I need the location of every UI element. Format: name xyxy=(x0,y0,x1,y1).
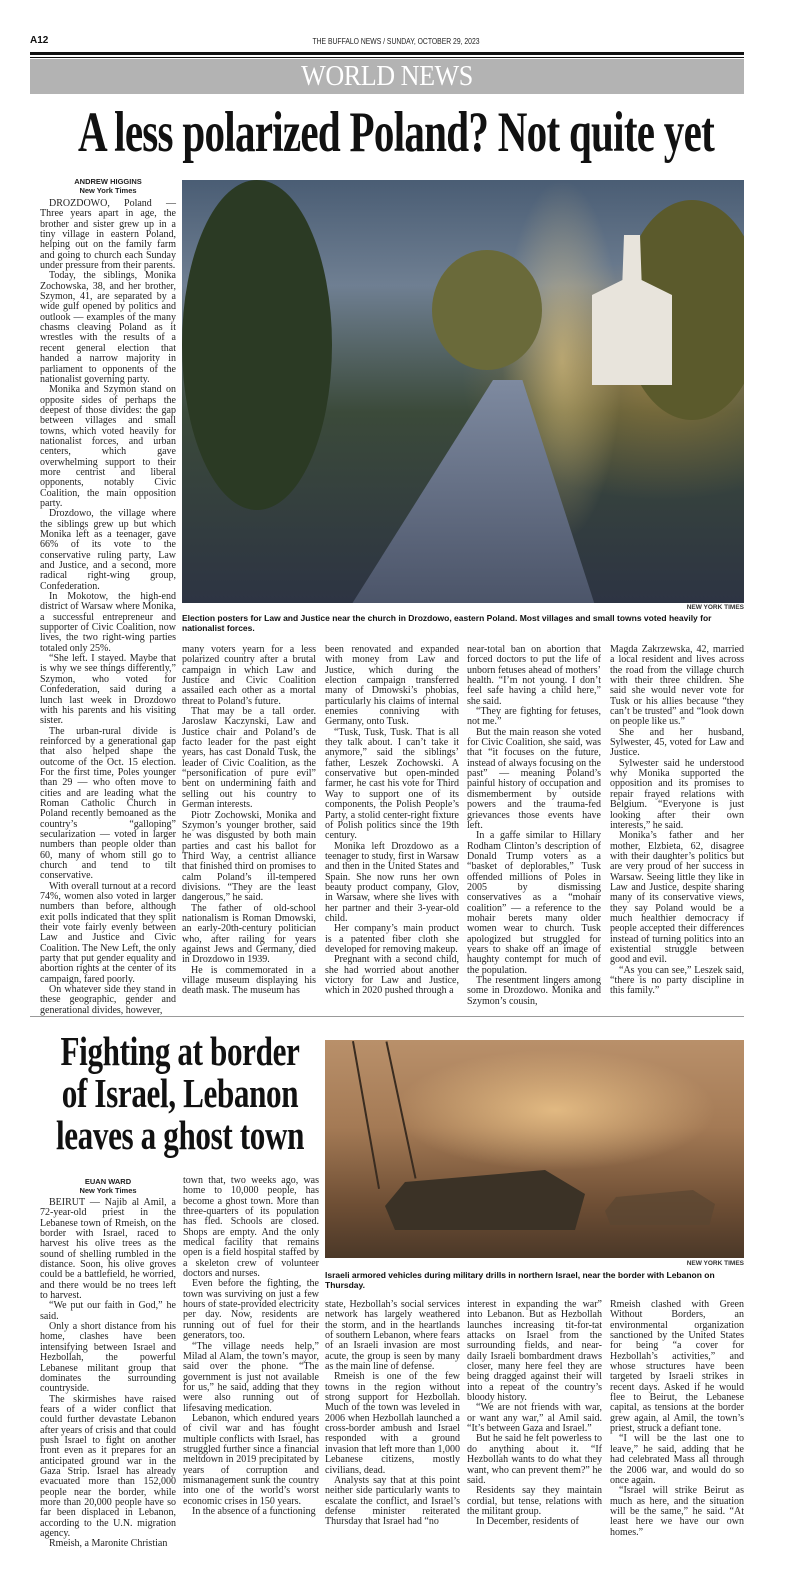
paragraph: “We put our faith in God,” he said. xyxy=(40,1300,176,1322)
paragraph: Magda Zakrzewska, 42, married a local resident and lives across the road from the village church with their three children. She said she would never vote for Tusk or his allies because “they can’t be trusted” and “look down on people like us.” xyxy=(610,644,744,728)
paragraph: Drozdowo, the village where the siblings grew up but which Monika left as a teenager, gave 66% of its vote to the conservative ruling party, Law and Justice, and a second, more radical right-wing group, Confederation. xyxy=(40,508,176,592)
headline-line: of Israel, Lebanon xyxy=(61,1070,299,1116)
paragraph: In Mokotow, the high-end district of Warsaw where Monika, a successful entrepreneur and supporter of Civic Coalition, now lives, the two right-wing parties totaled only 25%. xyxy=(40,591,176,654)
article2-byline xyxy=(40,1177,176,1195)
paragraph: The father of old-school nationalism is Roman Dmowski, an early-20th-century politician who, after railing for years against Jews and Germany, died in Drozdowo in 1939. xyxy=(182,902,316,966)
paragraph: Sylwester said he understood why Monika supported the opposition and its promises to repair frayed relations with Belgium. “Everyone is just looking after their own interests,” he said. xyxy=(610,757,744,831)
paragraph: “Tusk, Tusk, Tusk. That is all they talk about. I can’t take it anymore,” said the siblings’ father, Leszek Zochowski. A conservative but open-minded farmer, he cast his vote for Third Way to support one of its components, the Polish People’s Party, a stolid center-right fixture of Polish politics since the 19th century. xyxy=(325,726,459,842)
paragraph: The urban-rural divide is reinforced by a generational gap that also helped shape the outcome of the Oct. 15 election. For the first time, Poles younger than 29 — who often move to cities and are leading what the Roman Catholic Church in Poland recently bemoaned as the country’s “galloping” secularization — voted in larger numbers than people older than 60, many of whom still go to church and tend to tilt conservative. xyxy=(40,725,176,882)
paragraph: many voters yearn for a less polarized country after a brutal campaign in which Law and Justice and Civic Coalition assailed each other as a mortal threat to Poland’s future. xyxy=(182,644,316,707)
paragraph: Today, the siblings, Monika Zochowska, 38, and her brother, Szymon, 41, are separated by a wide gulf opened by politics and outlook — examples of the many chasms cleaving Poland as it wrestles with the results of a recent general election that handed a narrow majority in parliament to opponents of the nationalist governing party. xyxy=(40,270,176,385)
article1-caption: Election posters for Law and Justice near the church in Drozdowo, eastern Poland. Most villages and small towns voted heavily for nationalist forces. xyxy=(182,613,712,633)
paragraph: DROZDOWO, Poland — Three years apart in age, the brother and sister grew up in a tiny village in eastern Poland, helping out on the family farm and going to church each Sunday under pressure from their parents. xyxy=(40,198,176,272)
paragraph: The skirmishes have raised fears of a wider conflict that could further devastate Lebanon after years of crisis and that could push Israel to fight on another front even as it prepares for an anticipated ground war in the Gaza Strip. Israel has already evacuated more than 152,000 people near the border, while more than 20,000 people have so far been displaced in Lebanon, according to the U.N. migration agency. xyxy=(40,1393,176,1539)
paragraph: With overall turnout at a record 74%, women also voted in larger numbers than before, although exit polls indicated that they split their vote fairly evenly between Law and Justice and Civic Coalition. The New Left, the only party that put gender equality and abortion rights at the center of its campaign, fared poorly. xyxy=(40,880,176,985)
paragraph: In the absence of a functioning xyxy=(192,1506,316,1517)
paragraph: On whatever side they stand in these geographic, gender and generational divides, however, xyxy=(40,984,176,1016)
paragraph: Monika’s father and her mother, Elzbieta, 62, disagree with their daughter’s politics but are very proud of her success in Warsaw. Seeing little they like in Law and Justice, despite sharing many of its conservative views, they say Poland would be a much healthier democracy if people accepted their differences instead of turning politics into an existential struggle between good and evil. xyxy=(610,830,744,966)
article2-column-5 xyxy=(610,1300,744,1538)
paragraph: Monika and Szymon stand on opposite sides of perhaps the deepest of those divides: the gap between villages and small towns, which voted heavily for nationalist forces, and urban centers, which gave overwhelming support to their more centrist and liberal opponents, notably Civic Coalition, the main opposition party. xyxy=(40,384,176,509)
paragraph: “I will be the last one to leave,” he said, adding that he had celebrated Mass all through the 2006 war, and would do so once again. xyxy=(610,1433,744,1486)
paragraph: interest in expanding the war” into Lebanon. But as Hezbollah launches increasing tit-for-tat attacks on Israel from the surrounding fields, and near-daily Israeli bombardment draws closer, many here feel they are being dragged against their will into a repeat of the country’s bloody history. xyxy=(467,1299,602,1404)
article2-column-1 xyxy=(40,1198,176,1550)
paragraph: But the main reason she voted for Civic Coalition, she said, was that “it focuses on the future, instead of always focusing on the past” — meaning Poland’s painful history of occupation and dismemberment by outside powers and the trauma-fed grievances those events have left. xyxy=(467,726,601,831)
article1-column-1 xyxy=(40,199,176,1016)
article2-column-3 xyxy=(325,1300,460,1528)
author-name: ANDREW HIGGINS xyxy=(74,177,142,186)
paragraph: The resentment lingers among some in Drozdowo. Monika and Szymon’s cousin, xyxy=(467,975,601,1007)
headline-line: leaves a ghost town xyxy=(55,1112,305,1158)
page-number: A12 xyxy=(30,35,49,46)
paragraph: Piotr Zochowski, Monika and Szymon’s younger brother, said he was disgusted by both main parties and cast his ballot for Third Way, a centrist alliance that finished third on promises to calm Poland’s ill-tempered divisions. “They are the least dangerous,” he said. xyxy=(182,809,316,904)
paragraph: Even before the fighting, the town was surviving on just a few hours of state-provided electricity per day. Now, residents are running out of fuel for their generators, too. xyxy=(183,1278,319,1342)
paragraph: BEIRUT — Najib al Amil, a 72-year-old priest in the Lebanese town of Rmeish, on the border with Israel, raced to harvest his olive trees as the sound of shelling rumbled in the distance. Soon, his olive groves could be a battlefield, he worried, and there would be no trees left to harvest. xyxy=(40,1197,176,1302)
paragraph: Her company’s main product is a patented fiber cloth she developed for removing makeup. xyxy=(325,923,459,955)
article-divider xyxy=(30,1016,744,1017)
paragraph: “The village needs help,” Milad al Alam, the town’s mayor, said over the phone. “The government is just not available for us,” he said, adding that they were also running out of lifesaving medication. xyxy=(183,1340,319,1414)
paragraph: been renovated and expanded with money from Law and Justice, which during the election campaign transferred many of Dmowski’s phobias, particularly his claims of internal enemies conniving with Germany, onto Tusk. xyxy=(325,644,459,728)
article1-byline xyxy=(40,177,176,195)
paragraph: “Israel will strike Beirut as much as here, and the situation will be the same,” he said. “At least here we have our own homes.” xyxy=(610,1485,744,1538)
article1-column-5 xyxy=(610,645,744,997)
author-org: New York Times xyxy=(79,1186,137,1195)
article1-photo-credit: NEW YORK TIMES xyxy=(686,604,744,611)
article2-column-4 xyxy=(467,1300,602,1528)
article1-column-2 xyxy=(182,645,316,997)
paragraph: “We are not friends with war, or want any war,” al Amil said. “It’s between Gaza and Israel.” xyxy=(467,1402,602,1435)
header-rule-thin xyxy=(30,57,744,58)
paragraph: He is commemorated in a village museum displaying his death mask. The museum has xyxy=(182,964,316,997)
article1-column-4 xyxy=(467,645,601,1007)
paragraph: Rmeish, a Maronite Christian xyxy=(49,1538,168,1550)
paragraph: In December, residents of xyxy=(476,1516,579,1528)
article1-column-3 xyxy=(325,645,459,997)
headline-line: Fighting at border xyxy=(60,1028,300,1074)
paragraph: town that, two weeks ago, was home to 10,000 people, has become a ghost town. More than three-quarters of its population has fled. Schools are closed. Shops are empty. And the only medical facility that remains open is a field hospital staffed by a skeleton crew of volunteer doctors and nurses. xyxy=(183,1175,319,1280)
paragraph: In a gaffe similar to Hillary Rodham Clinton’s description of Donald Trump voters as a “basket of deplorables,” Tusk offended millions of Poles in 2005 by dismissing conservatives as a “mohair coalition” — a reference to the mohair berets many older women wear to church. Tusk apologized but struggled for years to shake off an image of haughty contempt for much of the population. xyxy=(467,830,601,976)
paragraph: Residents say they maintain cordial, but tense, relations with the militant group. xyxy=(467,1485,602,1517)
paragraph: Pregnant with a second child, she had worried about another victory for Law and Justice, which in 2020 pushed through a xyxy=(325,954,459,997)
article2-photo xyxy=(325,1040,744,1258)
paragraph: near-total ban on abortion that forced doctors to put the life of unborn fetuses ahead of mothers’ health. “I’m not young. I don’t feel safe having a child here,” she said. xyxy=(467,644,601,707)
paragraph: state, Hezbollah’s social services network has largely weathered the storm, and in the heartlands of southern Lebanon, where fears of an Israeli invasion are most acute, the group is seen by many as the main line of defense. xyxy=(325,1299,460,1373)
article1-photo xyxy=(182,180,744,603)
paragraph: “She left. I stayed. Maybe that is why we see things differently,” Szymon, who voted for Confederation, said during a lunch last week in Drozdowo with his parents and his visiting sister. xyxy=(40,653,176,727)
author-name: EUAN WARD xyxy=(84,1177,132,1186)
paragraph: She and her husband, Sylwester, 45, voted for Law and Justice. xyxy=(610,726,744,759)
paragraph: “They are fighting for fetuses, not me.” xyxy=(467,706,601,728)
header-rule xyxy=(30,52,744,55)
paragraph: “As you can see,” Leszek said, “there is no party discipline in this family.” xyxy=(610,964,744,997)
paragraph: But he said he felt powerless to do anything about it. “If Hezbollah wants to do what they want, who can prevent them?” he said. xyxy=(467,1433,602,1486)
paragraph: Rmeish clashed with Green Without Borders, an environmental organization sanctioned by the United States for being “a cover for Hezbollah’s activities,” and whose structures have been targeted by Israeli strikes in recent days. Asked if he would flee to Beirut, the Lebanese capital, as tensions at the border grew again, al Amil, the town’s priest, struck a defiant tone. xyxy=(610,1299,744,1435)
paragraph: Monika left Drozdowo as a teenager to study, first in Warsaw and then in the United States and Spain. She now runs her own beauty product company, Glov, in Warsaw, where she lives with her partner and their 3-year-old child. xyxy=(325,840,459,924)
dateline: THE BUFFALO NEWS / SUNDAY, OCTOBER 29, 2023 xyxy=(312,37,480,46)
article1-headline: A less polarized Poland? Not quite yet xyxy=(77,101,715,164)
paragraph: Only a short distance from his home, clashes have been intensifying between Israel and Hezbollah, the powerful Lebanese militant group that dominates the surrounding countryside. xyxy=(40,1321,176,1395)
article2-column-2 xyxy=(183,1176,319,1517)
paragraph: Analysts say that at this point neither side particularly wants to escalate the conflict, and Israel’s defense minister reiterated Thursday that Israel had “no xyxy=(325,1474,460,1528)
article2-photo-credit: NEW YORK TIMES xyxy=(686,1260,744,1267)
paragraph: Rmeish is one of the few towns in the region without strong support for Hezbollah. Much of the town was leveled in 2006 when Hezbollah launched a cross-border ambush and Israel responded with a ground invasion that left more than 1,000 Lebanese citizens, mostly civilians, dead. xyxy=(325,1371,460,1476)
paragraph: Lebanon, which endured years of civil war and has fought multiple conflicts with Israel, has struggled further since a financial meltdown in 2019 precipitated by years of corruption and mismanagement sunk the country into one of the world’s worst economic crises in 150 years. xyxy=(183,1412,319,1507)
article2-headline xyxy=(40,1030,320,1156)
author-org: New York Times xyxy=(79,186,137,195)
paragraph: That may be a tall order. Jaroslaw Kaczynski, Law and Justice chair and Poland’s de facto leader for the past eight years, has cast Donald Tusk, the leader of Civic Coalition, as the “personification of pure evil” bent on undermining faith and selling out his country to German interests. xyxy=(182,706,316,811)
article2-caption: Israeli armored vehicles during military drills in northern Israel, near the border with Lebanon on Thursday. xyxy=(325,1270,715,1290)
section-banner xyxy=(30,59,744,94)
section-title: WORLD NEWS xyxy=(301,60,473,92)
